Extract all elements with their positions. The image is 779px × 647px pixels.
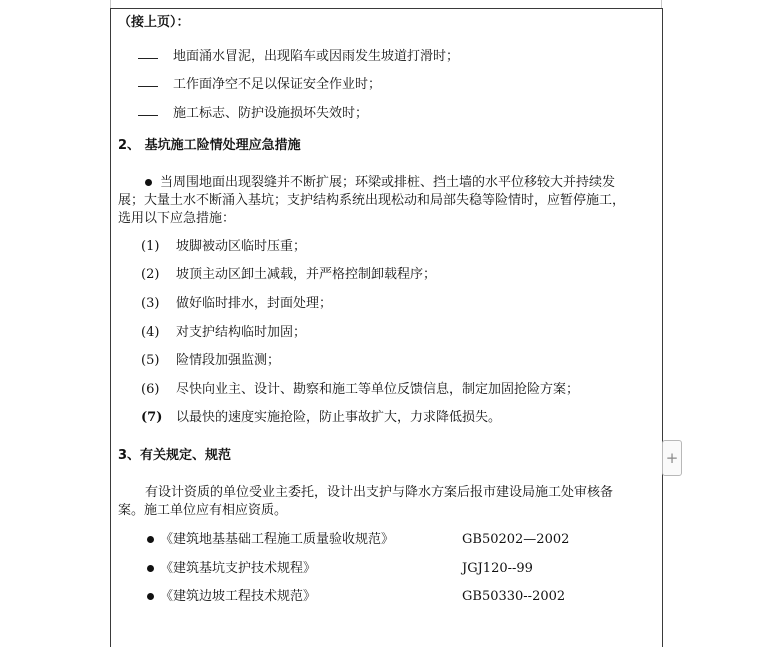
bullet-marker [145,179,152,186]
standard-title: 《建筑地基基础工程施工质量验收规范》 [160,532,395,547]
section-2-intro-line-1: 当周围地面出现裂缝并不断扩展；环梁或排桩、挡土墙的水平位移较大并持续发 [160,175,616,190]
measure-number: (6) [141,382,160,397]
measure-number: (2) [141,267,160,282]
standard-title: 《建筑基坑支护技术规程》 [160,561,317,576]
standard-code: GB50330--2002 [462,589,566,604]
bullet-marker [147,565,154,572]
section-3-para-line-1: 有设计资质的单位受业主委托，设计出支护与降水方案后报市建设局施工处审核备 [145,485,614,500]
dash-marker [138,58,158,59]
section-3-heading: 3、有关规定、规范 [118,448,232,463]
dash-marker [138,115,158,116]
measure-number: (4) [141,325,160,340]
bullet-marker [147,536,154,543]
expand-button[interactable]: + [662,440,682,476]
standard-title: 《建筑边坡工程技术规范》 [160,589,317,604]
section-2-intro-line-2: 展；大量土水不断涌入基坑；支护结构系统出现松动和局部失稳等险情时，应暂停施工， [118,193,626,208]
dash-item: 施工标志、防护设施损坏失效时； [173,106,369,121]
bullet-marker [147,593,154,600]
measure-text: 坡顶主动区卸土减载，并严格控制卸载程序； [176,267,437,282]
measure-text: 险情段加强监测； [176,353,281,368]
dash-item: 工作面净空不足以保证安全作业时； [173,77,382,92]
measure-text: 做好临时排水，封面处理； [176,296,333,311]
continued-label: （接上页）： [118,15,190,30]
measure-number: (5) [141,353,160,368]
dash-marker [138,86,158,87]
measure-text: 以最快的速度实施抢险，防止事故扩大，力求降低损失。 [176,410,502,425]
section-2-heading: 2、 基坑施工险情处理应急措施 [118,138,301,153]
measure-number: (7) [141,410,163,425]
standard-code: JGJ120--99 [462,561,533,576]
measure-text: 尽快向业主、设计、勘察和施工等单位反馈信息，制定加固抢险方案； [176,382,580,397]
measure-number: (1) [141,239,160,254]
measure-number: (3) [141,296,160,311]
section-3-para-line-2: 案。施工单位应有相应资质。 [118,503,288,518]
measure-text: 坡脚被动区临时压重； [176,239,307,254]
measure-text: 对支护结构临时加固； [176,325,307,340]
section-2-intro-line-3: 选用以下应急措施： [118,211,236,226]
page-corner-mark-left [110,0,111,8]
standard-code: GB50202—2002 [462,532,570,547]
page-corner-mark-right [661,0,662,8]
dash-item: 地面涌水冒泥，出现陷车或因雨发生坡道打滑时； [173,49,460,64]
